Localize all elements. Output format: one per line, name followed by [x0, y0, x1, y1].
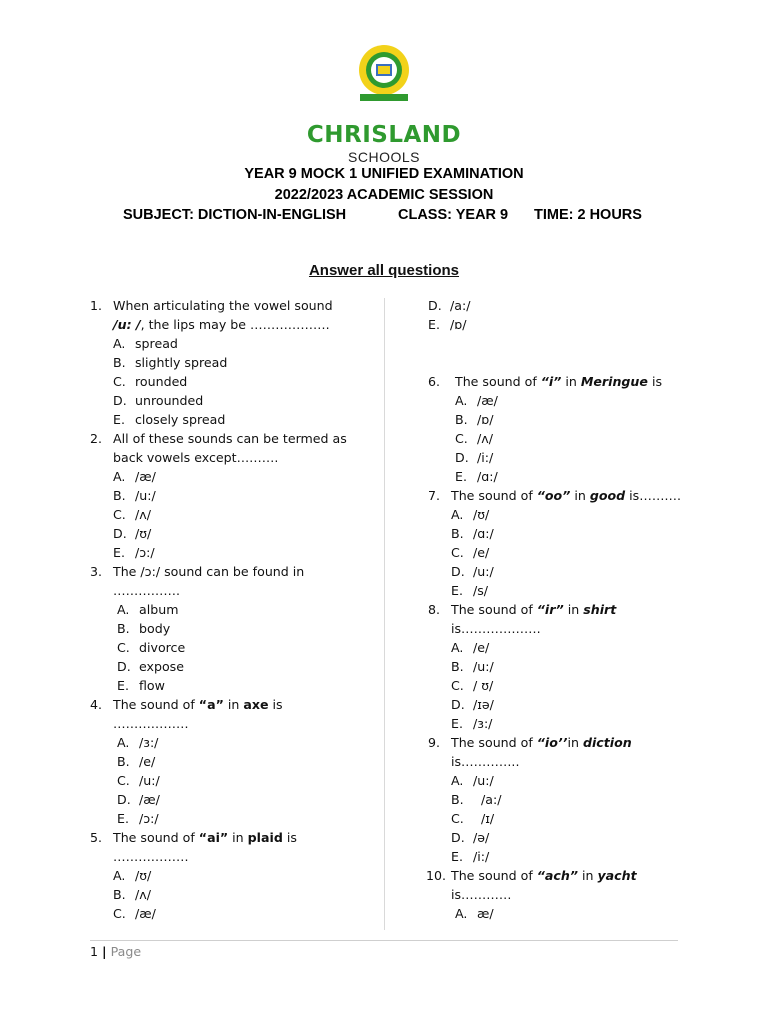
- footer-rule: [90, 940, 678, 941]
- option-c: C. rounded: [113, 374, 188, 389]
- option-e: E. flow: [117, 678, 165, 693]
- question-2: [90, 429, 380, 562]
- question-text: The sound of “oo” in good is……….: [451, 488, 682, 503]
- spacer: [428, 334, 688, 372]
- school-logo: [356, 44, 412, 108]
- question-number: 4.: [90, 697, 103, 712]
- page-label: Page: [110, 944, 142, 959]
- question-number: 7.: [428, 488, 441, 503]
- option-c: C. / ʊ/: [451, 678, 494, 693]
- option-e: E. /ɜ:/: [451, 716, 493, 731]
- option-b: B. /u:/: [451, 659, 494, 674]
- question-number: 2.: [90, 431, 103, 446]
- question-text: The sound of “ai” in plaid is: [113, 830, 297, 845]
- option-a: A. album: [117, 602, 179, 617]
- question-text: When articulating the vowel sound: [113, 298, 333, 313]
- time-label: TIME: 2 HOURS: [534, 207, 642, 223]
- question-text: The sound of “i” in Meringue is: [455, 374, 663, 389]
- option-a: A. spread: [113, 336, 178, 351]
- option-e: E. /ɑ:/: [455, 469, 498, 484]
- option-a: A. /ɜ:/: [117, 735, 159, 750]
- question-text: The sound of “a” in axe is: [113, 697, 283, 712]
- question-number: 3.: [90, 564, 103, 579]
- option-c: C. /u:/: [117, 773, 160, 788]
- question-number: 8.: [428, 602, 441, 617]
- question-number: 9.: [428, 735, 441, 750]
- question-3: [90, 562, 380, 695]
- answer-blank: is……………….: [451, 621, 541, 636]
- question-text-cont: back vowels except……….: [113, 450, 279, 465]
- option-d: D. /i:/: [455, 450, 494, 465]
- school-name: CHRISLAND: [306, 122, 462, 148]
- question-10: [428, 866, 688, 923]
- right-column: [428, 296, 688, 923]
- question-8: [428, 600, 688, 733]
- option-a: A. /e/: [451, 640, 490, 655]
- option-b: B. /ɑ:/: [451, 526, 494, 541]
- option-a: A. æ/: [455, 906, 494, 921]
- option-c: C. /ʌ/: [455, 431, 493, 446]
- option-c: C. /ɪ/: [451, 811, 495, 826]
- question-4: [90, 695, 380, 828]
- question-number: 5.: [90, 830, 103, 845]
- option-a: A. /u:/: [451, 773, 494, 788]
- option-e: E. /ɒ/: [428, 317, 467, 332]
- column-divider: [384, 298, 385, 930]
- option-d: D. /u:/: [451, 564, 494, 579]
- answer-blank: is…………: [451, 887, 512, 902]
- instruction-heading: Answer all questions: [308, 262, 460, 279]
- option-b: B. body: [117, 621, 171, 636]
- option-e: E. /i:/: [451, 849, 490, 864]
- option-c: C. divorce: [117, 640, 186, 655]
- question-1: [90, 296, 380, 429]
- question-7: [428, 486, 688, 600]
- question-number: 6.: [428, 374, 441, 389]
- page-number: 1: [90, 944, 99, 959]
- question-text-cont: /u: /, the lips may be ……………….: [113, 317, 330, 332]
- school-subtitle: SCHOOLS: [348, 149, 420, 165]
- option-a: A. /æ/: [455, 393, 498, 408]
- option-a: A. /ʊ/: [113, 868, 152, 883]
- answer-blank: ………………: [113, 716, 189, 731]
- option-b: B. /e/: [117, 754, 156, 769]
- option-c: C. /e/: [451, 545, 490, 560]
- subject-label: SUBJECT: DICTION-IN-ENGLISH: [123, 207, 347, 223]
- option-d: D. unrounded: [113, 393, 204, 408]
- option-d: D. /æ/: [117, 792, 160, 807]
- option-a: A. /ʊ/: [451, 507, 490, 522]
- option-e: E. /ɔ:/: [117, 811, 159, 826]
- exam-title: YEAR 9 MOCK 1 UNIFIED EXAMINATION: [244, 166, 524, 182]
- question-text: The sound of “ach” in yacht: [451, 868, 637, 883]
- question-number: 10.: [426, 868, 447, 883]
- academic-session: 2022/2023 ACADEMIC SESSION: [274, 187, 494, 203]
- option-b: B. /ʌ/: [113, 887, 151, 902]
- question-text: All of these sounds can be termed as: [113, 431, 347, 446]
- option-a: A. /æ/: [113, 469, 156, 484]
- option-e: E. /ɔ:/: [113, 545, 155, 560]
- question-text: The sound of “ir” in shirt: [451, 602, 617, 617]
- option-e: E. closely spread: [113, 412, 226, 427]
- question-6: [428, 372, 688, 486]
- option-d: D. /a:/: [428, 298, 471, 313]
- option-b: B. /a:/: [451, 792, 502, 807]
- option-c: C. /æ/: [113, 906, 156, 921]
- answer-blank: is…………..: [451, 754, 520, 769]
- option-e: E. /s/: [451, 583, 489, 598]
- option-d: D. /ə/: [451, 830, 490, 845]
- class-label: CLASS: YEAR 9: [398, 207, 509, 223]
- question-text: The sound of “io’’in diction: [451, 735, 632, 750]
- option-b: B. /ɒ/: [455, 412, 494, 427]
- question-5: [90, 828, 380, 923]
- option-d: D. expose: [117, 659, 184, 674]
- question-number: 1.: [90, 298, 103, 313]
- option-b: B. slightly spread: [113, 355, 228, 370]
- page-footer: [90, 944, 141, 959]
- question-9: [428, 733, 688, 866]
- phoneme-symbol: /u: /: [113, 317, 141, 332]
- answer-blank: ………………: [113, 849, 189, 864]
- question-text-cont: …………….: [113, 583, 180, 598]
- option-b: B. /u:/: [113, 488, 156, 503]
- option-d: D. /ɪə/: [451, 697, 494, 712]
- footer-separator: |: [102, 944, 107, 959]
- left-column: [90, 296, 380, 923]
- question-text: The /ɔ:/ sound can be found in: [113, 564, 305, 579]
- option-d: D. /ʊ/: [113, 526, 152, 541]
- option-c: C. /ʌ/: [113, 507, 151, 522]
